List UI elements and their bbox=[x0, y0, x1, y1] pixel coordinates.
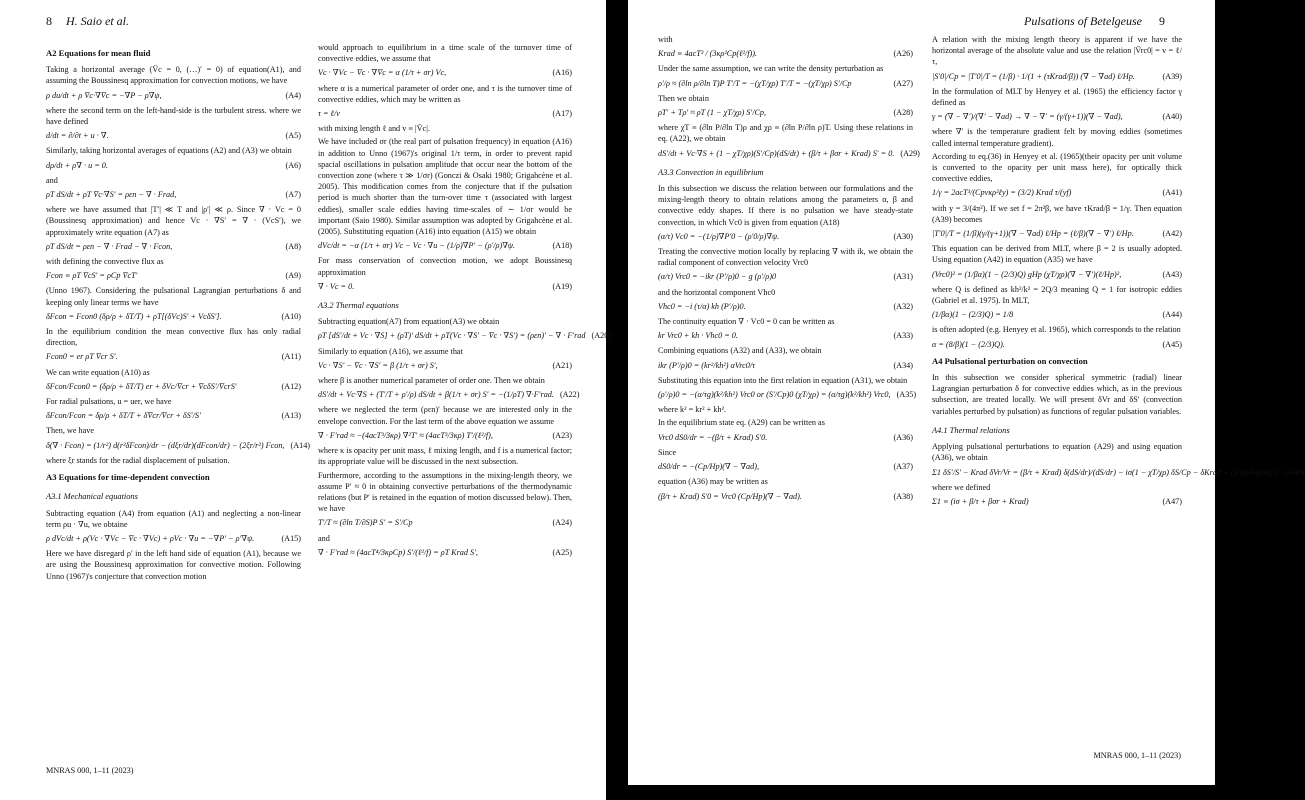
equation bbox=[658, 148, 920, 159]
equation-body: ∇ · F′rad ≈ (4acT⁴/3κρCp) S′/(ℓ²/f) = ρT Krad S′, bbox=[318, 547, 478, 557]
equation-number: (A25) bbox=[552, 547, 572, 557]
equation-number: (A11) bbox=[281, 352, 301, 362]
equation-number: (A23) bbox=[552, 430, 572, 440]
paragraph: is often adopted (e.g. Henyey et al. 1965), which corresponds to the relation bbox=[932, 325, 1181, 335]
paragraph: Combining equations (A32) and (A33), we obtain bbox=[658, 346, 822, 356]
paragraph: Applying pulsational perturbations to equation (A29) and using equation (A36), we obtain bbox=[932, 442, 1182, 463]
equation bbox=[318, 360, 572, 371]
equation bbox=[318, 547, 572, 558]
equation bbox=[318, 389, 580, 400]
column-right-2 bbox=[932, 34, 1305, 511]
equation bbox=[46, 351, 301, 362]
equation-number: (A30) bbox=[893, 231, 913, 241]
running-head: H. Saio et al. bbox=[66, 14, 129, 28]
equation-number: (A24) bbox=[552, 518, 572, 528]
equation-body: τ = ℓ/v bbox=[318, 109, 340, 119]
paragraph: Substituting this equation into the first relation in equation (A31), we obtain bbox=[658, 375, 908, 385]
equation-number: (A44) bbox=[1162, 310, 1182, 320]
equation-number: (A22) bbox=[559, 390, 580, 400]
equation-body: (1/βα)(1 − (2/3)Q) = 1/8 bbox=[932, 310, 1014, 320]
equation bbox=[658, 301, 913, 312]
paragraph: and bbox=[46, 175, 58, 185]
equation bbox=[318, 330, 612, 341]
equation-body: Fcon ≡ ρT V̄cS′ = ρCp V̄cT′ bbox=[46, 271, 138, 281]
equation-body: ∇ · F′rad ≈ −(4acT³/3κρ) ∇²T′ ≈ (4acT³/3κρ) T′/(ℓ²/f), bbox=[318, 430, 493, 440]
equation-number: (A31) bbox=[893, 272, 913, 282]
equation bbox=[932, 228, 1182, 239]
equation-body: (ρ′/ρ)0 = −(α/τg)(k²/kh²) Vrc0 or (S′/Cp)0 (χT/χρ) = (α/τg)(k²/kh²) Vrc0, bbox=[658, 390, 891, 400]
equation-number: (A16) bbox=[552, 68, 572, 78]
equation-number: (A5) bbox=[285, 131, 301, 141]
footer-journal: MNRAS 000, 1–11 (2023) bbox=[46, 766, 134, 775]
equation-body: ρ du/dt + ρ V̄c·∇V̄c = −∇P − ρ∇ψ, bbox=[46, 90, 162, 100]
equation-number: (A46) bbox=[1284, 467, 1305, 477]
equation-number: (A7) bbox=[285, 190, 301, 200]
paragraph: In this subsection we consider spherical symmetric (radial) linear Lagrangian perturbation δ for convective eddies which, as in the previous subsection, are treated locally. We will present δVr and δS′ (convection variables perturbed by pulsation) as functions of regular pulsation variables. bbox=[932, 373, 1182, 416]
equation-body: γ = (∇ − ∇′)/(∇′ − ∇ad) → ∇ − ∇′ = (γ/(γ+1))(∇ − ∇ad), bbox=[932, 112, 1123, 122]
paragraph: would approach to equilibrium in a time scale of the turnover time of convective eddies, we assume that bbox=[318, 43, 572, 64]
page-number: 9 bbox=[1159, 14, 1165, 28]
running-head-text: Pulsations of Betelgeuse bbox=[1024, 14, 1142, 28]
subsection-heading: A3.1 Mechanical equations bbox=[46, 492, 138, 502]
paragraph: A relation with the mixing length theory is apparent if we have the horizontal average of the absolute value and use the relation |V̄rc0| = v = ℓ/τ, bbox=[932, 35, 1182, 67]
equation bbox=[658, 461, 913, 472]
paragraph: where ξr stands for the radial displacement of pulsation. bbox=[46, 455, 230, 465]
equation-number: (A32) bbox=[893, 301, 913, 311]
equation bbox=[658, 231, 913, 242]
right-page bbox=[628, 0, 1305, 785]
equation bbox=[658, 271, 913, 282]
equation-body: δFcon = Fcon0 (δρ/ρ + δT/T) + ρT[(δVc)S′ + VcδS′]. bbox=[46, 311, 222, 321]
subsection-heading: A3.2 Thermal equations bbox=[318, 301, 399, 311]
equation-number: (A29) bbox=[900, 148, 920, 158]
equation-number: (A40) bbox=[1162, 112, 1182, 122]
equation bbox=[46, 381, 301, 392]
equation bbox=[932, 269, 1182, 280]
equation-number: (A27) bbox=[893, 78, 913, 88]
equation bbox=[932, 339, 1182, 350]
equation bbox=[932, 496, 1182, 507]
paragraph: where β is another numerical parameter of order one. Then we obtain bbox=[318, 376, 545, 386]
equation-body: δFcon/Fcon = δρ/ρ + δT/T + δV̄cr/V̄cr + δS′/S′ bbox=[46, 411, 201, 421]
equation-body: dVc/dt = −α (1/τ + σr) Vc − Vc · ∇u − (1/ρ)∇P′ − (ρ′/ρ)∇ψ. bbox=[318, 241, 516, 251]
equation bbox=[46, 130, 301, 141]
equation bbox=[46, 533, 301, 544]
paragraph: According to eq.(36) in Henyey et al. (1965)(their opacity per unit volume is converted to the opacity per unit mass here), for optically thick convective eddies, bbox=[932, 151, 1182, 184]
equation-body: ρT dS/dt = ρεn − ∇ · Frad − ∇ · Fcon, bbox=[46, 241, 173, 251]
column-left-2 bbox=[318, 42, 612, 562]
equation-number: (A33) bbox=[893, 331, 913, 341]
equation bbox=[318, 430, 572, 441]
equation-body: Vc · ∇S′ − V̄c · ∇S′ = β (1/τ + σr) S′, bbox=[318, 360, 438, 370]
equation-body: (α/τ) Vc0 = −(1/ρ)∇P′0 − (ρ′0/ρ)∇ψ. bbox=[658, 231, 780, 241]
paragraph: and bbox=[318, 533, 330, 543]
equation-number: (A47) bbox=[1162, 496, 1182, 506]
equation bbox=[318, 281, 572, 292]
equation-body: ρ′/ρ ≈ (∂ln ρ/∂ln T)P T′/T = −(χT/χρ) T′/T = −(χT/χρ) S′/Cp bbox=[658, 78, 852, 88]
equation-number: (A19) bbox=[552, 281, 572, 291]
paragraph: This equation can be derived from MLT, where β = 2 is usually adopted. Using equation (A42) in equation (A35) we have bbox=[932, 244, 1182, 265]
equation-body: δFcon/Fcon0 = (δρ/ρ + δT/T) er + δVc/V̄cr + V̄cδS′/V̄crS′ bbox=[46, 381, 237, 391]
equation bbox=[658, 389, 917, 400]
equation-number: (A17) bbox=[552, 109, 572, 119]
paragraph: where α is a numerical parameter of order one, and τ is the turnover time of convective eddies, which may be written as bbox=[318, 83, 572, 104]
equation-body: 1/γ = 2acT³/(Cpvκρ²ℓy) = (3/2) Krad τ/(yf) bbox=[932, 188, 1072, 198]
equation bbox=[932, 71, 1182, 82]
equation bbox=[932, 467, 1305, 478]
paragraph: For radial pulsations, u = uer, we have bbox=[46, 397, 172, 407]
equation-number: (A38) bbox=[893, 491, 913, 501]
equation-body: ikr (P′/ρ)0 = (kr²/kh²) αVrc0/τ bbox=[658, 360, 756, 370]
equation-body: Σ1 ≡ (iσ + β/τ + βσr + Krad) bbox=[932, 496, 1029, 506]
equation-body: dρ/dt + ρ∇ · u = 0. bbox=[46, 160, 108, 170]
equation-number: (A42) bbox=[1162, 229, 1182, 239]
paragraph: where ∇′ is the temperature gradient felt by moving eddies (sometimes called internal temperature gradient). bbox=[932, 127, 1182, 148]
paragraph: In this subsection we discuss the relation between our formulations and the mixing-length theory to obtain relations among the parameters α, β and convective eddy shapes. If there is no pulsation we have steady-state convection, in which Vc0 is given from equation (A18) bbox=[658, 184, 913, 227]
paragraph: The continuity equation ∇ · Vc0 = 0 can be written as bbox=[658, 317, 835, 327]
equation-number: (A20) bbox=[591, 331, 612, 341]
column-right-1 bbox=[658, 34, 920, 506]
paragraph: with y = 3/(4π²). If we set f = 2π²β, we have τKrad/β = 1/γ. Then equation (A39) becomes bbox=[932, 203, 1182, 224]
equation bbox=[658, 491, 913, 502]
paragraph: Furthermore, according to the assumptions in the mixing-length theory, we assume P′ ≈ 0 in obtaining convective perturbations of the thermodynamic relations (but P′ is retained in the equation of motion discussed below). Then, we have bbox=[318, 470, 572, 514]
paragraph: where we have assumed that |T′| ≪ T and |ρ′| ≪ ρ. Since ∇ · Vc = 0 (Boussinesq approximation) and hence Vc · ∇S′ = ∇ · (VcS′), we approximately write equation (A7) as bbox=[46, 205, 301, 237]
equation bbox=[46, 189, 301, 200]
paragraph: In the formulation of MLT by Henyey et al. (1965) the efficiency factor γ defined as bbox=[932, 86, 1182, 108]
paragraph: Under the same assumption, we can write the density perturbation as bbox=[658, 64, 884, 74]
equation bbox=[932, 187, 1182, 198]
equation bbox=[658, 432, 913, 443]
equation-number: (A37) bbox=[893, 462, 913, 472]
equation-body: ρT [dS′/dt + Vc · ∇S] + (ρT)′ dS/dt + ρT(Vc · ∇S′ − V̄c · ∇S′) = (ρεn)′ − ∇ · F′rad bbox=[318, 331, 586, 341]
equation-number: (A35) bbox=[896, 390, 917, 400]
equation-number: (A39) bbox=[1162, 71, 1182, 81]
equation-body: (α/τ) Vrc0 = −ikr (P′/ρ)0 − g (ρ′/ρ)0 bbox=[658, 272, 777, 282]
equation bbox=[46, 90, 301, 101]
equation bbox=[658, 330, 913, 341]
equation-number: (A43) bbox=[1162, 269, 1182, 279]
equation bbox=[318, 517, 572, 528]
equation-body: dS′/dt + Vc·∇S + (T′/T + ρ′/ρ) dS/dt + β(1/τ + σr) S′ = −(1/ρT) ∇·F′rad. bbox=[318, 390, 554, 400]
equation bbox=[46, 160, 301, 171]
equation-body: Krad ≡ 4acT³ / (3κρ²Cp(ℓ²/f)). bbox=[658, 49, 757, 59]
paragraph: where we neglected the term (ρεn)′ because we are interested only in the envelope convection. For the last term of the above equation we assume bbox=[318, 405, 572, 426]
equation bbox=[932, 309, 1182, 320]
paragraph: where κ is opacity per unit mass, ℓ mixing length, and f is a numerical factor; its appropriate value will be discussed in the next subsection. bbox=[318, 446, 572, 467]
equation-body: (Vrc0)² = (1/βα)(1 − (2/3)Q) gHp (χT/χρ)(∇ − ∇′)(ℓ/Hp)², bbox=[932, 269, 1122, 279]
equation bbox=[318, 108, 572, 119]
paragraph: Then we obtain bbox=[658, 93, 709, 103]
equation bbox=[46, 440, 311, 451]
equation bbox=[46, 270, 301, 281]
equation bbox=[318, 67, 572, 78]
paragraph: where we defined bbox=[932, 482, 991, 492]
equation-body: dS′/dt + Vc·∇S + (1 − χT/χρ)(S′/Cp)(dS/dt) + (β/τ + βσr + Krad) S′ = 0. bbox=[658, 148, 895, 158]
equation-number: (A21) bbox=[552, 360, 572, 370]
paragraph: We have included σr (the real part of pulsation frequency) in equation (A16) in addition to Unno (1967)'s original 1/τ term, in order to prevent rapid spacial oscillations in pulsation amplitude that occur near the bottom of the convection zone (where τ ≫ 1/σr) (Gonczi & Osaki 1980; Grigahcène et al. 2005). This modification comes from the conjecture that if the pulsation period is much shorter than the turn-over time τ (associated with largest eddies), smaller scale eddies having time-scales of ∼ 1/σr would be important (Saio 1980). Similar assumption was adopted by Grigahcène et al. (2005). Substituting equation (A16) into equation (A15) we obtain bbox=[318, 137, 572, 237]
column-left-1 bbox=[46, 42, 311, 584]
equation bbox=[932, 111, 1182, 122]
equation-number: (A15) bbox=[281, 533, 301, 543]
paragraph: where k² = kr² + kh². bbox=[658, 405, 726, 415]
page-number: 8 bbox=[46, 14, 52, 28]
paragraph: where Q is defined as kh²/k² = 2Q/3 meaning Q = 1 for isotropic eddies (Gabriel et al. 1975). In MLT, bbox=[932, 284, 1182, 306]
equation-body: ρT dS/dt + ρT V̄c·∇S′ = ρεn − ∇ · Frad, bbox=[46, 190, 177, 200]
equation bbox=[46, 410, 301, 421]
equation-body: dS0/dr = −(Cp/Hp)(∇ − ∇ad), bbox=[658, 462, 760, 472]
paragraph: where the second term on the left-hand-side is the turbulent stress. where we have defined bbox=[46, 105, 301, 127]
subsection-heading: A3.3 Convection in equilibrium bbox=[658, 167, 764, 177]
paragraph: Since bbox=[658, 447, 677, 457]
equation-number: (A8) bbox=[285, 241, 301, 251]
equation bbox=[658, 78, 913, 89]
equation-body: |T′0|/T = (1/β)(γ/(γ+1))(∇ − ∇ad) ℓ/Hp = (ℓ/β)(∇ − ∇′) ℓ/Hp. bbox=[932, 229, 1134, 239]
equation-body: Vc · ∇Vc − V̄c · ∇V̄c = α (1/τ + σr) Vc, bbox=[318, 68, 447, 78]
equation-number: (A34) bbox=[893, 360, 913, 370]
running-head bbox=[1024, 14, 1165, 29]
paragraph: Subtracting equation(A7) from equation(A3) we obtain bbox=[318, 317, 500, 327]
paragraph: Similarly, taking horizontal averages of equations (A2) and (A3) we obtain bbox=[46, 146, 292, 156]
paragraph: In the equilibrium condition the mean convective flux has only radial direction, bbox=[46, 327, 301, 348]
equation bbox=[658, 48, 913, 59]
paragraph: Here we have disregard ρ′ in the left hand side of equation (A1), because we are using the Boussinesq approximation for convective motion. Following Unno (1967)'s conjecture that convection motion bbox=[46, 549, 301, 581]
equation-number: (A14) bbox=[290, 440, 311, 450]
equation-number: (A28) bbox=[893, 108, 913, 118]
section-heading: A4 Pulsational perturbation on convection bbox=[932, 355, 1088, 366]
equation bbox=[46, 311, 301, 322]
equation-body: ρ dVc/dt + ρ(Vc · ∇Vc − V̄c · ∇Vc) + ρVc · ∇u = −∇P′ − ρ′∇ψ. bbox=[46, 533, 255, 543]
equation-number: (A4) bbox=[285, 90, 301, 100]
paragraph: with bbox=[658, 35, 673, 44]
equation-number: (A26) bbox=[893, 49, 913, 59]
section-heading: A3 Equations for time-dependent convection bbox=[46, 472, 210, 483]
equation-body: Fcon0 = er ρT V̄cr S′. bbox=[46, 352, 118, 362]
section-heading: A2 Equations for mean fluid bbox=[46, 48, 151, 58]
equation-body: d/dt = ∂/∂t + u · ∇. bbox=[46, 131, 109, 141]
equation-number: (A10) bbox=[281, 311, 301, 321]
equation-body: Vhc0 = −i (τ/α) kh (P′/ρ)0. bbox=[658, 301, 746, 311]
equation bbox=[46, 241, 301, 252]
paragraph: with mixing length ℓ and v ≡ |V̄c|. bbox=[318, 124, 430, 134]
equation-body: δ(∇ · Fcon) = (1/r²) d(r²δFcon)/dr − (dξr/dr)(dFcon/dr) − (2ξr/r²) Fcon, bbox=[46, 440, 285, 450]
equation-number: (A36) bbox=[893, 432, 913, 442]
equation-number: (A13) bbox=[281, 411, 301, 421]
equation-body: ρT′ + Tρ′ ≈ ρT (1 − χT/χρ) S′/Cp, bbox=[658, 108, 767, 118]
equation bbox=[658, 107, 913, 118]
paragraph: We can write equation (A10) as bbox=[46, 367, 150, 377]
paragraph: Then, we have bbox=[46, 426, 94, 436]
subsection-heading: A4.1 Thermal relations bbox=[932, 425, 1010, 435]
equation-number: (A45) bbox=[1162, 339, 1182, 349]
paragraph: Similarly to equation (A16), we assume that bbox=[318, 346, 463, 356]
equation-body: T′/T ≈ (∂ln T/∂S)P S′ = S′/Cp bbox=[318, 518, 413, 528]
paragraph: and the horizontal component Vhc0 bbox=[658, 287, 776, 297]
paragraph: Treating the convective motion locally by replacing ∇ with ik, we obtain the radial component of convection velocity Vrc0 bbox=[658, 247, 913, 268]
equation-body: α = (8/β)(1 − (2/3)Q). bbox=[932, 339, 1005, 349]
equation-number: (A6) bbox=[285, 160, 301, 170]
paragraph: where χT ≡ (∂ln P/∂ln T)ρ and χρ ≡ (∂ln P/∂ln ρ)T. Using these relations in eq. (A22), we obtain bbox=[658, 123, 913, 144]
paragraph: For mass conservation of convection motion, we adopt Boussinesq approximation bbox=[318, 256, 572, 277]
paragraph: (Unno 1967). Considering the pulsational Lagrangian perturbations δ and keeping only linear terms we have bbox=[46, 286, 301, 307]
equation-number: (A41) bbox=[1162, 188, 1182, 198]
paragraph: with defining the convective flux as bbox=[46, 257, 164, 267]
paragraph: equation (A36) may be written as bbox=[658, 477, 768, 487]
equation bbox=[318, 240, 572, 251]
footer-journal: MNRAS 000, 1–11 (2023) bbox=[1093, 751, 1181, 760]
equation-body: Vrc0 dS0/dr = −(β/τ + Krad) S′0. bbox=[658, 432, 768, 442]
equation-body: kr Vrc0 + kh · Vhc0 = 0. bbox=[658, 331, 738, 341]
left-page bbox=[0, 0, 612, 800]
equation-body: ∇ · Vc = 0. bbox=[318, 281, 355, 291]
equation-number: (A9) bbox=[285, 271, 301, 281]
paragraph: Taking a horizontal average (V̄c = 0, (…)′ = 0) of equation(A1), and assuming the Boussinesq approximation for convection motions, we have bbox=[46, 65, 301, 86]
equation-number: (A12) bbox=[281, 381, 301, 391]
paragraph: Subtracting equation (A4) from equation (A1) and neglecting a non-linear term ρu · ∇u, we obtaine bbox=[46, 508, 301, 529]
paragraph: In the equilibrium state eq. (A29) can be written as bbox=[658, 418, 825, 428]
equation-body: |S′0|/Cp = |T′0|/T = (1/β) · 1/(1 + (τKrad/β)) (∇ − ∇ad) ℓ/Hp. bbox=[932, 71, 1135, 81]
equation-number: (A18) bbox=[552, 241, 572, 251]
equation bbox=[658, 360, 913, 371]
equation-body: (β/τ + Krad) S′0 = Vrc0 (Cp/Hp)(∇ − ∇ad). bbox=[658, 491, 802, 501]
equation-body: Σ1 δS′/S′ − Krad δVr/Vr = (β/τ + Krad) δ(dS/dr)/(dS/dr) − iσ(1 − χT/χρ) δS/Cp − δKrad + (β/τ)(δHp/Hp), bbox=[932, 467, 1279, 477]
